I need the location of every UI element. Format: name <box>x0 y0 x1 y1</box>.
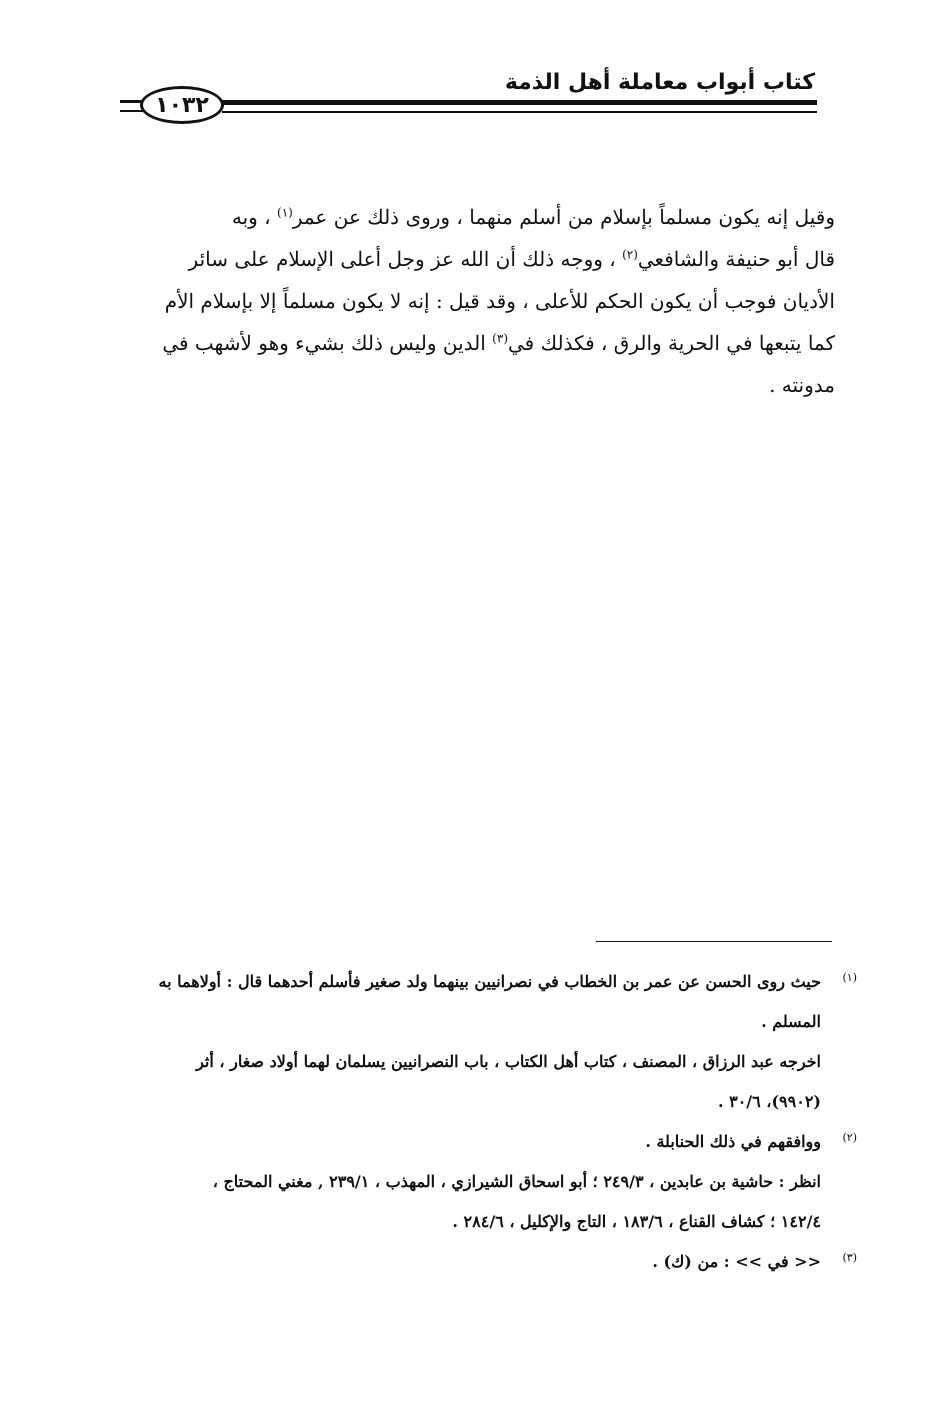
footnote-line: (١) حيث روى الحسن عن عمر بن الخطاب في نصرانيين بينهما ولد صغير فأسلم أحدهما قال : أولاهما به <box>126 962 831 1002</box>
running-header-title: كتاب أبواب معاملة أهل الذمة <box>504 70 815 95</box>
page-number: ١٠٣٢ <box>140 86 224 124</box>
header-rule-left-thin <box>120 110 144 112</box>
footnote-marker: (١) <box>842 971 857 984</box>
footnote-3 <box>126 1242 857 1282</box>
footnote-line: (٢) ووافقهم في ذلك الحنابلة . <box>126 1122 831 1162</box>
footnote-line: (٩٩٠٢)، ٣٠/٦ . <box>717 1092 821 1111</box>
footnote-marker: (٣) <box>842 1251 857 1264</box>
footnote-separator <box>596 941 832 942</box>
body-line: مدونته . <box>769 373 835 397</box>
header-rule-thin <box>222 111 817 113</box>
body-line: كما يتبعها في الحرية والرق ، فكذلك في$^{(٣)}$ الدين وليس ذلك بشيء وهو لأشهب في <box>162 331 835 355</box>
footnote-2 <box>126 1122 857 1242</box>
footnotes-section <box>126 962 857 1282</box>
main-paragraph <box>126 196 835 406</box>
footnote-1 <box>126 962 857 1122</box>
body-line: الأديان فوجب أن يكون الحكم للأعلى ، وقد قيل : إنه لا يكون مسلماً إلا بإسلام الأم <box>164 289 835 313</box>
footnote-line: (٣) << في >> : من (ك) . <box>126 1242 831 1282</box>
footnote-marker: (٢) <box>842 1131 857 1144</box>
footnote-line: ١٤٢/٤ ؛ كشاف القناع ، ١٨٣/٦ ، التاج والإكليل ، ٢٨٤/٦ . <box>452 1212 821 1231</box>
header-rule-thick <box>222 100 817 105</box>
footnote-ref[interactable]: (٣) <box>492 331 508 346</box>
footnote-ref[interactable]: (١) <box>277 205 293 220</box>
footnote-line: المسلم . <box>761 1012 821 1031</box>
footnote-ref[interactable]: (٢) <box>622 247 638 262</box>
footnote-line: اخرجه عبد الرزاق ، المصنف ، كتاب أهل الكتاب ، باب النصرانيين يسلمان لهما أولاد صغار ، أثر <box>196 1052 821 1071</box>
body-line: قال أبو حنيفة والشافعي$^{(٢)}$ ، ووجه ذلك أن الله عز وجل أعلى الإسلام على سائر <box>188 247 835 271</box>
footnote-line: انظر : حاشية بن عابدين ، ٢٤٩/٣ ؛ أبو اسحاق الشيرازي ، المهذب ، ٢٣٩/١ , مغني المحتاج ، <box>212 1172 821 1191</box>
body-line: وقيل إنه يكون مسلماً بإسلام من أسلم منهما ، وروى ذلك عن عمر$^{(١)}$ ، وبه <box>231 205 835 229</box>
